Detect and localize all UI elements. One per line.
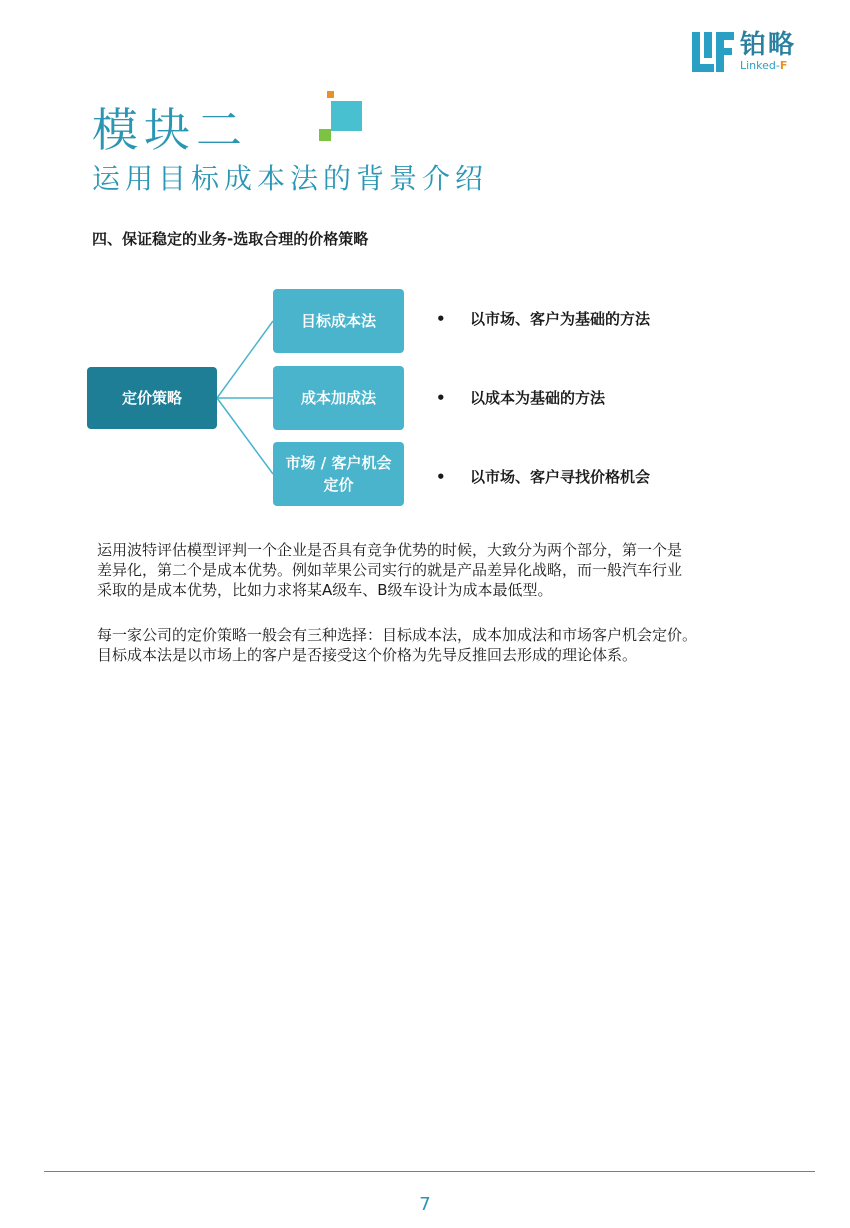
decorative-square-teal bbox=[331, 101, 362, 131]
market-opportunity-pricing-node: 市场 / 客户机会 定价 bbox=[273, 442, 404, 506]
decorative-square-green bbox=[319, 129, 331, 141]
bullet-icon: • bbox=[436, 310, 446, 328]
footer-divider bbox=[44, 1171, 815, 1172]
brand-logo bbox=[692, 30, 812, 74]
logo-mark-icon bbox=[692, 32, 734, 72]
logo-english-name: Linked-F bbox=[740, 59, 788, 72]
bullet-icon: • bbox=[436, 389, 446, 407]
connector-to-market-pricing bbox=[217, 398, 273, 474]
cost-plus-description: • 以成本为基础的方法 bbox=[436, 389, 606, 407]
module-title: 模块二 bbox=[92, 103, 248, 157]
paragraph-pricing-choices: 每一家公司的定价策略一般会有三种选择：目标成本法，成本加成法和市场客户机会定价。 目标成本法是以市场上的客户是否接受这个价格为先导反推回去形成的理论体系。 bbox=[97, 626, 698, 664]
connector-to-target-cost bbox=[217, 321, 273, 398]
decorative-square-orange bbox=[327, 91, 334, 98]
paragraph-porter-model: 运用波特评估模型评判一个企业是否具有竞争优势的时候，大致分为两个部分，第一个是 差异化，第二个是成本优势。例如苹果公司实行的就是产品差异化战略，而一般汽车行业 采取的是成本优势，比如力求将某A级车、B级车设计为成本最低型。 bbox=[97, 541, 683, 599]
cost-plus-node: 成本加成法 bbox=[273, 366, 404, 430]
pricing-strategy-connectors bbox=[0, 0, 850, 520]
market-pricing-description: • 以市场、客户寻找价格机会 bbox=[436, 468, 651, 486]
module-subtitle: 运用目标成本法的背景介绍 bbox=[92, 162, 489, 195]
logo-chinese-name: 铂略 bbox=[740, 30, 797, 60]
target-cost-node: 目标成本法 bbox=[273, 289, 404, 353]
page-number: 7 bbox=[419, 1194, 431, 1215]
bullet-icon: • bbox=[436, 468, 446, 486]
pricing-strategy-root-node: 定价策略 bbox=[87, 367, 217, 429]
section-heading: 四、保证稳定的业务-选取合理的价格策略 bbox=[92, 230, 369, 248]
target-cost-description: • 以市场、客户为基础的方法 bbox=[436, 310, 651, 328]
